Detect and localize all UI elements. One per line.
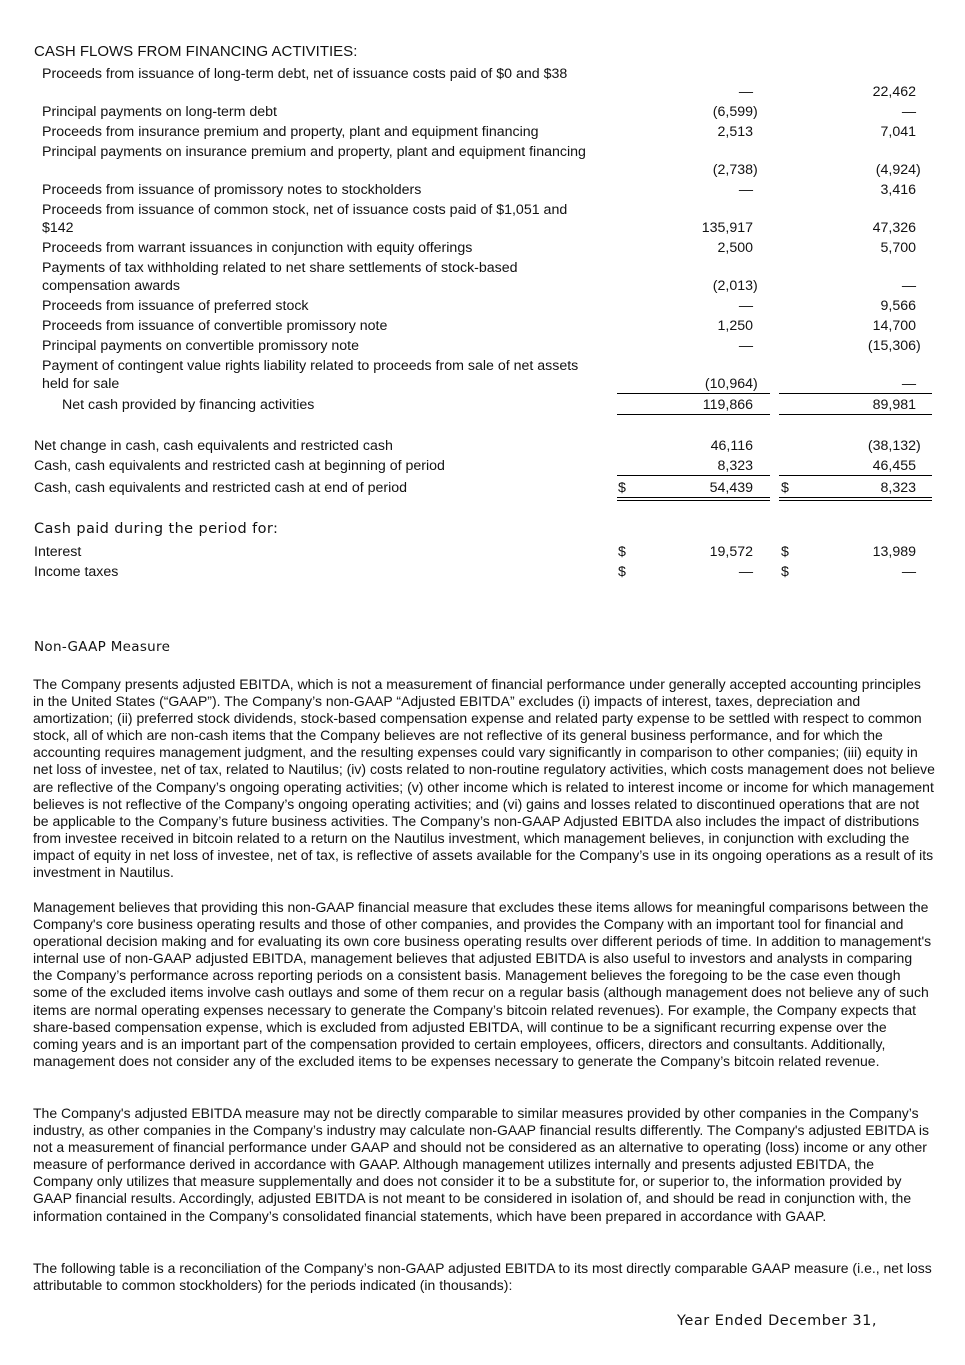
row-label: Principal payments on convertible promissory note: [42, 338, 360, 354]
cash-paid-heading: Cash paid during the period for:: [34, 521, 279, 537]
row-label: Proceeds from warrant issuances in conjunction with equity offerings: [42, 240, 473, 256]
dollar-sign: $: [781, 544, 789, 560]
value-prior-year: 14,700: [872, 318, 916, 334]
row-label: Net cash provided by financing activities: [62, 397, 315, 413]
grand-total-double-rule: [617, 497, 770, 501]
value-prior-year: 3,416: [880, 182, 916, 198]
value-current-year: (10,964): [704, 376, 758, 392]
grand-total-double-rule: [779, 497, 932, 501]
row-label: Proceeds from issuance of preferred stock: [42, 298, 309, 314]
paragraph: [33, 899, 935, 1070]
row-label: Proceeds from issuance of convertible promissory note: [42, 318, 388, 334]
value-prior-year: —: [901, 564, 916, 580]
value-current-year: 2,500: [717, 240, 753, 256]
row-label: Interest: [34, 544, 82, 560]
subtotal-rule: [617, 475, 770, 476]
value-prior-year: —: [901, 104, 916, 120]
subtotal-rule: [779, 475, 932, 476]
value-current-year: 8,323: [717, 458, 753, 474]
value-current-year: 135,917: [701, 220, 753, 236]
non-gaap-heading: Non-GAAP Measure: [34, 639, 171, 655]
value-current-year: 119,866: [702, 397, 753, 413]
value-current-year: 1,250: [717, 318, 753, 334]
financing-activities-heading: CASH FLOWS FROM FINANCING ACTIVITIES:: [34, 43, 358, 60]
value-current-year: (2,738): [712, 162, 758, 178]
dollar-sign: $: [618, 480, 626, 496]
value-current-year: —: [738, 84, 753, 100]
value-prior-year: —: [901, 278, 916, 294]
value-current-year: —: [738, 564, 753, 580]
row-label: Net change in cash, cash equivalents and restricted cash: [34, 438, 393, 454]
row-label: Proceeds from issuance of common stock, net of issuance costs paid of $1,051 and $142: [42, 202, 568, 236]
value-prior-year: 47,326: [872, 220, 916, 236]
value-current-year: (2,013): [712, 278, 758, 294]
paragraph: [33, 676, 935, 881]
paragraph-text: Management believes that providing this non-GAAP financial measure that excludes these items allows for meaningful comparisons between the Company's core business operating results and those of other companies, and provides the Company with an important tool for financial and operational decision making and for evaluating its own core business operating results over different periods of time. In addition to management's internal use of non-GAAP adjusted EBITDA, management believes that adjusted EBITDA is also useful to investors and analysts in comparing the Company’s performance across reporting periods on a consistent basis. Management believes the foregoing to be the case even though some of the excluded items involve cash outlays and some of them recur on a regular basis (although management does not believe any of such items are normal operating expenses necessary to generate the Company’s bitcoin related revenues). For example, the Company expects that share-based compensation expense, which is excluded from adjusted EBITDA, will continue to be a significant recurring expense over the coming years and is an important part of the compensation provided to certain employees, officers, directors and consultants. Additionally, management does not consider any of the excluded items to be expenses necessary to generate the Company’s bitcoin related revenue.: [33, 899, 932, 1069]
value-current-year: 54,439: [709, 480, 753, 496]
row-label: Payment of contingent value rights liability related to proceeds from sale of net assets held for sale: [42, 358, 579, 392]
year-ended-header: Year Ended December 31,: [677, 1313, 877, 1329]
subtotal-rule: [617, 393, 770, 394]
subtotal-rule: [779, 393, 932, 394]
row-label: Cash, cash equivalents and restricted cash at beginning of period: [34, 458, 445, 474]
value-prior-year: (15,306): [867, 338, 921, 354]
paragraph: [33, 1105, 935, 1225]
value-prior-year: (4,924): [875, 162, 921, 178]
row-label: Income taxes: [34, 564, 119, 580]
value-prior-year: —: [901, 376, 916, 392]
value-current-year: —: [738, 298, 753, 314]
value-prior-year: (38,132): [867, 438, 921, 454]
value-current-year: —: [738, 338, 753, 354]
value-current-year: 19,572: [709, 544, 753, 560]
dollar-sign: $: [781, 480, 789, 496]
value-prior-year: 89,981: [872, 397, 916, 413]
row-label: Proceeds from issuance of long-term debt, net of issuance costs paid of $0 and $38: [42, 66, 568, 82]
row-label: Proceeds from issuance of promissory notes to stockholders: [42, 182, 422, 198]
value-prior-year: 9,566: [880, 298, 916, 314]
value-prior-year: 13,989: [872, 544, 916, 560]
value-current-year: (6,599): [712, 104, 758, 120]
row-label: Principal payments on insurance premium and property, plant and equipment financing: [42, 144, 586, 160]
row-label: Proceeds from insurance premium and property, plant and equipment financing: [42, 124, 539, 140]
paragraph-text: The Company presents adjusted EBITDA, which is not a measurement of financial performance under generally accepted accounting principles in the United States (“GAAP”). The Company’s non-GAAP “Adjusted EBITDA” excludes (i) impacts of interest, taxes, depreciation and amortization; (ii) preferred stock dividends, stock-based compensation expense and related party expense to be settled with respect to common stock, all of which are non-cash items that the Company believes are not reflective of its general business performance, and for which the accounting requires management judgment, and the resulting expenses could vary significantly in comparison to other companies; (iii) equity in net loss of investee, net of tax, related to Nautilus; (iv) costs related to non-routine regulatory activities, which costs management does not believe are reflective of the Company’s ongoing operating activities; (v) other income which is related to interest income or income for which management believes is not reflective of the Company’s ongoing operating activities; and (vi) gains and losses related to discontinued operations that are not be applicable to the Company’s future business activities. The Company’s non-GAAP Adjusted EBITDA also includes the impact of distributions from investee received in bitcoin related to a return on the Nautilus investment, which management believes, in conjunction with excluding the impact of equity in net loss of investee, net of tax, is reflective of assets available for the Company’s use in its ongoing operations as a result of its investment in Nautilus.: [33, 676, 935, 881]
value-prior-year: 8,323: [880, 480, 916, 496]
total-rule: [779, 414, 932, 415]
total-rule: [617, 414, 770, 415]
value-prior-year: 46,455: [872, 458, 916, 474]
row-label: Principal payments on long-term debt: [42, 104, 278, 120]
paragraph-text: The Company's adjusted EBITDA measure may not be directly comparable to similar measures provided by other companies in the Company’s industry, as other companies in the Company’s industry may calculate non-GAAP financial results differently. The Company's adjusted EBITDA is not a measurement of financial performance under GAAP and should not be considered as an alternative to operating (loss) income or any other measure of performance derived in accordance with GAAP. Although management utilizes internally and presents adjusted EBITDA, the Company only utilizes that measure supplementally and does not consider it to be a substitute for, or superior to, the information provided by GAAP financial results. Accordingly, adjusted EBITDA is not meant to be considered in isolation of, and should be read in conjunction with, the information contained in the Company’s consolidated financial statements, which have been prepared in accordance with GAAP.: [33, 1105, 929, 1224]
value-current-year: —: [738, 182, 753, 198]
value-current-year: 46,116: [710, 438, 753, 454]
dollar-sign: $: [618, 544, 626, 560]
paragraph-text: The following table is a reconciliation of the Company’s non-GAAP adjusted EBITDA to its most directly comparable GAAP measure (i.e., net loss attributable to common stockholders) for the periods indicated (in thousands):: [33, 1260, 932, 1294]
value-current-year: 2,513: [717, 124, 753, 140]
value-prior-year: 5,700: [880, 240, 916, 256]
paragraph: [33, 1260, 935, 1294]
dollar-sign: $: [618, 564, 626, 580]
row-label: Payments of tax withholding related to net share settlements of stock-based compensation awards: [42, 260, 518, 294]
row-label: Cash, cash equivalents and restricted cash at end of period: [34, 480, 408, 496]
value-prior-year: 7,041: [880, 124, 916, 140]
dollar-sign: $: [781, 564, 789, 580]
value-prior-year: 22,462: [872, 84, 916, 100]
